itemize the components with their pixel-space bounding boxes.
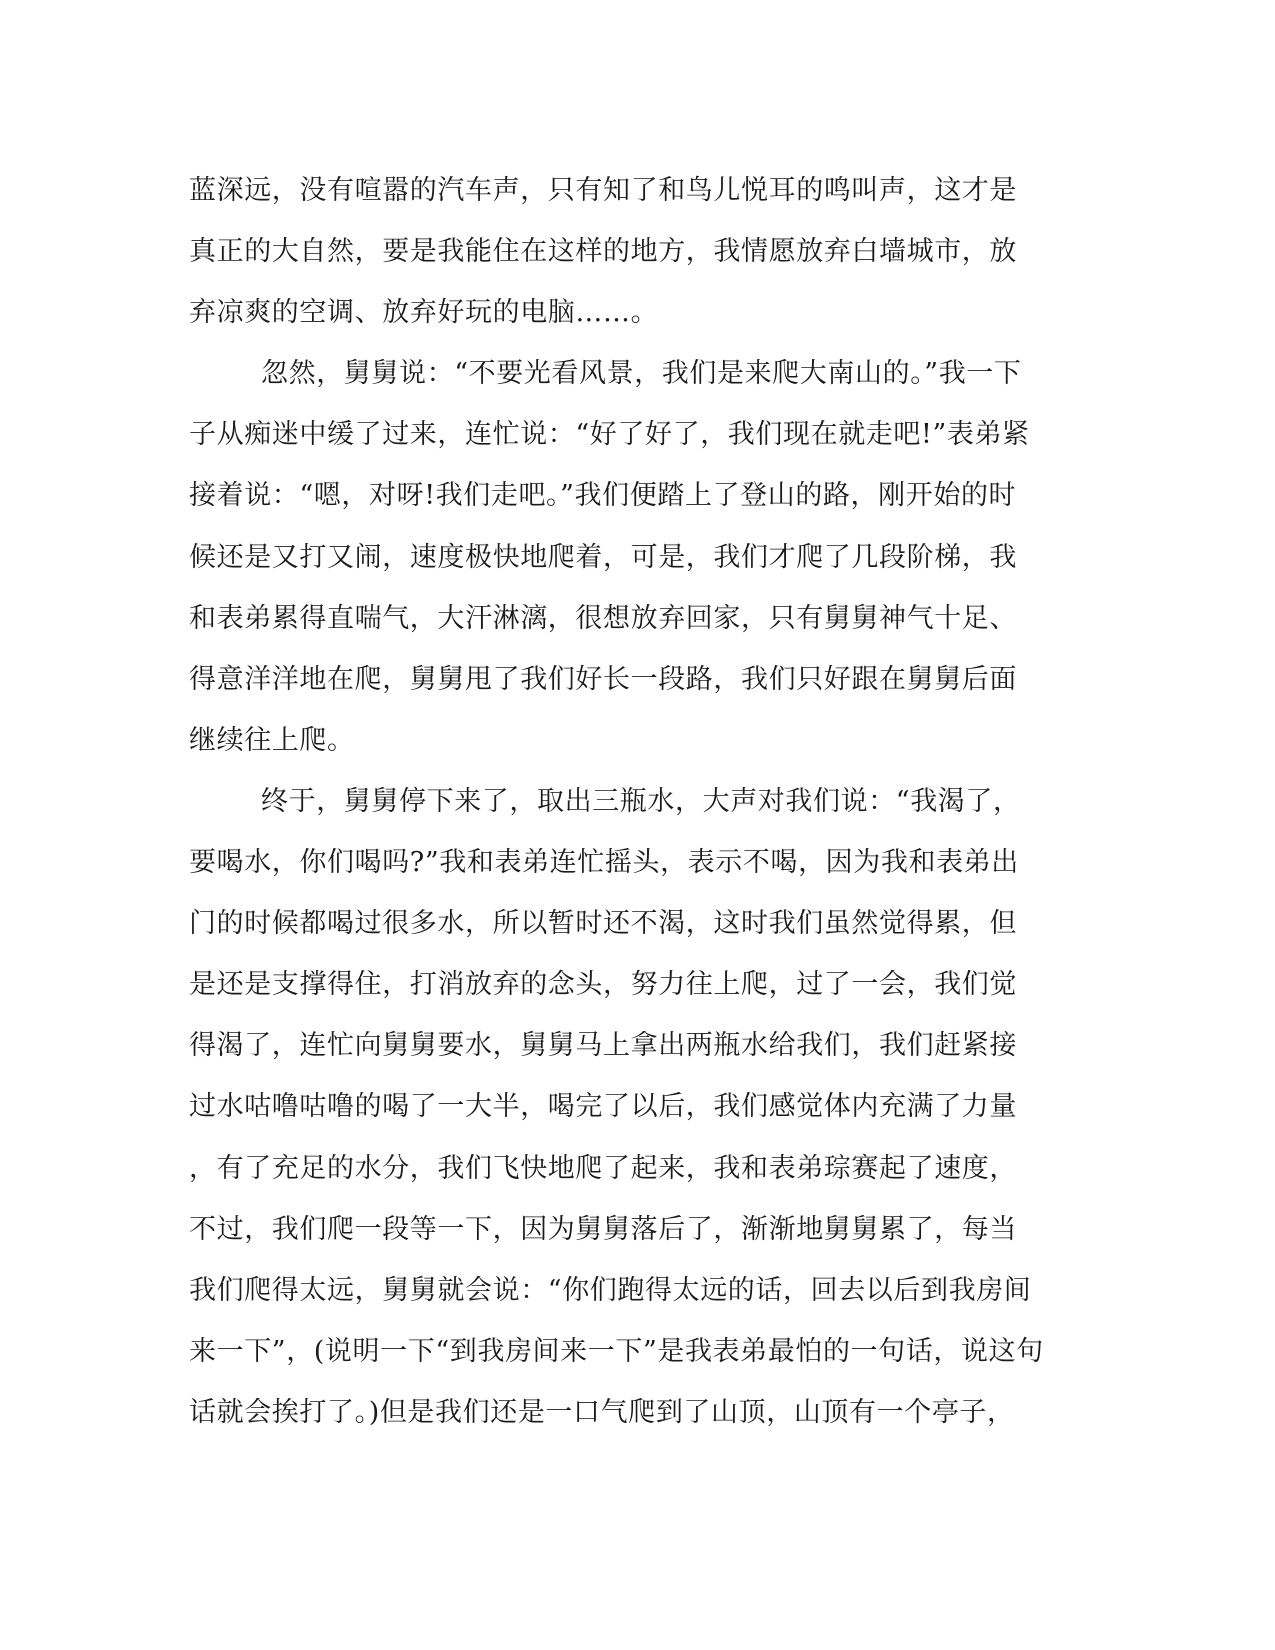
paragraph-start-line: 终于，舅舅停下来了，取出三瓶水，大声对我们说：“我渴了， bbox=[261, 785, 1021, 817]
text-line: 我们爬得太远，舅舅就会说：“你们跑得太远的话，回去以后到我房间 bbox=[189, 1274, 1032, 1306]
paragraph-start-line: 忽然，舅舅说：“不要光看风景，我们是来爬大南山的。”我一下 bbox=[261, 358, 1022, 390]
text-line: 得意洋洋地在爬，舅舅甩了我们好长一段路，我们只好跟在舅舅后面 bbox=[189, 663, 1017, 695]
text-line: 子从痴迷中缓了过来，连忙说：“好了好了，我们现在就走吧!”表弟紧 bbox=[189, 419, 1030, 451]
text-line: 和表弟累得直喘气，大汗淋漓，很想放弃回家，只有舅舅神气十足、 bbox=[189, 602, 1017, 634]
body-text bbox=[189, 160, 1089, 1443]
text-line: 接着说：“嗯，对呀!我们走吧。”我们便踏上了登山的路，刚开始的时 bbox=[189, 480, 1017, 512]
text-line: 是还是支撑得住，打消放弃的念头，努力往上爬，过了一会，我们觉 bbox=[189, 969, 1017, 1001]
text-line: ，有了充足的水分，我们飞快地爬了起来，我和表弟琮赛起了速度， bbox=[189, 1152, 1017, 1184]
text-line: 来一下”，(说明一下“到我房间来一下”是我表弟最怕的一句话，说这句 bbox=[189, 1335, 1044, 1367]
text-line: 得渴了，连忙向舅舅要水，舅舅马上拿出两瓶水给我们，我们赶紧接 bbox=[189, 1030, 1017, 1062]
text-line: 候还是又打又闹，速度极快地爬着，可是，我们才爬了几段阶梯，我 bbox=[189, 541, 1017, 573]
text-line: 过水咕噜咕噜的喝了一大半，喝完了以后，我们感觉体内充满了力量 bbox=[189, 1091, 1017, 1123]
text-line: 蓝深远，没有喧嚣的汽车声，只有知了和鸟儿悦耳的鸣叫声，这才是 bbox=[189, 175, 1017, 206]
text-line: 不过，我们爬一段等一下，因为舅舅落后了，渐渐地舅舅累了，每当 bbox=[189, 1213, 1017, 1245]
text-line: 话就会挨打了。)但是我们还是一口气爬到了山顶，山顶有一个亭子， bbox=[189, 1396, 1015, 1428]
text-line: 真正的大自然，要是我能住在这样的地方，我情愿放弃白墙城市，放 bbox=[189, 236, 1017, 268]
text-line: 要喝水，你们喝吗?”我和表弟连忙摇头，表示不喝，因为我和表弟出 bbox=[189, 847, 1019, 879]
text-line: 弃凉爽的空调、放弃好玩的电脑……。 bbox=[189, 297, 659, 329]
text-line: 继续往上爬。 bbox=[189, 724, 355, 756]
text-line: 门的时候都喝过很多水，所以暂时还不渴，这时我们虽然觉得累，但 bbox=[189, 908, 1017, 940]
